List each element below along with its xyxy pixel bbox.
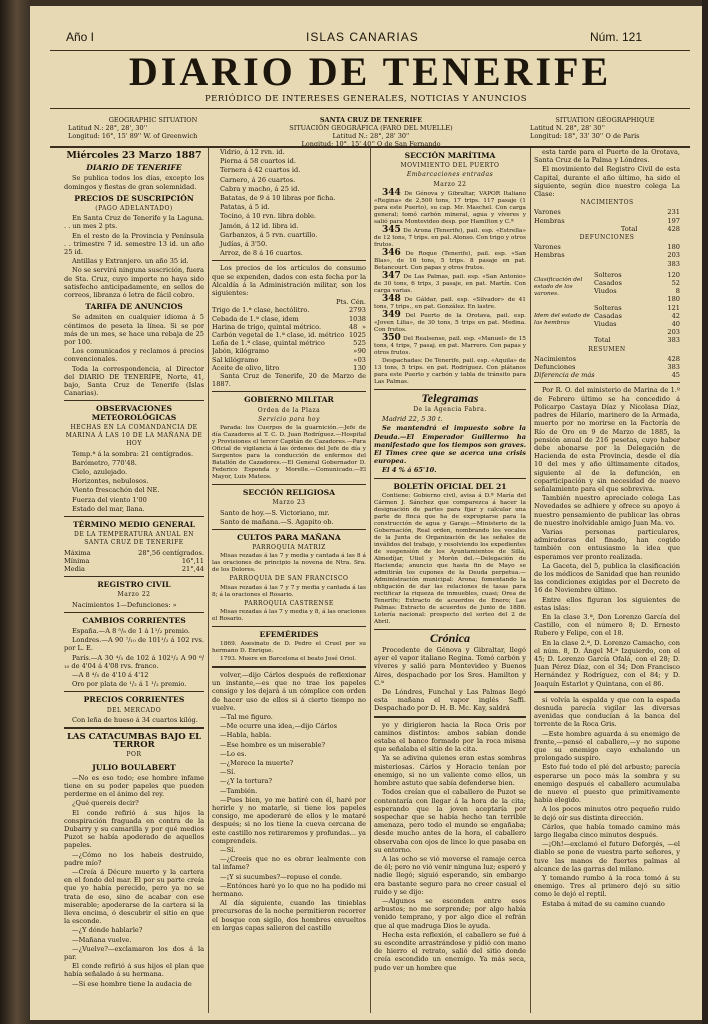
text-block: —También. [220,786,258,795]
text-block: 383 [667,363,680,372]
text-block: OBSERVACIONES METEOROLÓGICAS [91,404,177,422]
text-block: En la clase 3.ª, Don Lorenzo García del Castillo, con el número 8; D. Ernesto Rubero y Felipe, con el 18. [534,612,680,638]
table-row [534,225,680,233]
text-block: Ya se adivina quienes eran estas sombras misteriosas. Cárlos y Horacio tenían por enemigo, si no un valiente como ellos, un hombre astuto que sabía defenderse bien. [374,754,526,788]
text-block: Estaba á mitad de su camino cuando [542,899,665,908]
text-block: —¿Y dónde hablarle? [72,926,143,935]
text-block: Marzo 23 [272,499,306,507]
column-rule [212,484,366,485]
text-block: POR [126,751,142,759]
text-block: Los precios de los artículos de consumo que se expenden, dados con esta fecha por la Alcaldía á la Administración militar, son los siguientes: [212,264,366,298]
feuilleton-author: JULIO BOULABERT [92,762,176,772]
text-block: Jamón, á 12 id. libra id. [220,221,299,230]
text-block: Clasificación del estado de los varones. [534,276,583,297]
text-block: Del Realsense, pail. esp. «Manuel» de 15 tons, 4 trips, 7 pasaj. en pat. Marrero. Con papas y otros frutos. [374,335,526,356]
text-block: CAMBIOS CORRIENTES [82,615,186,625]
text-block: Defunciones [534,363,576,372]
column-rule [212,260,366,261]
text-block: volver,—dijo Cárlos después de reflexionar un instante,—es que no trae los papeles consigo y los dejará á un cómplice con orden de hacer uso de ellos si á cierto tiempo no vuelve. [212,670,366,712]
column-rule [374,389,526,390]
text-block: —Ese hombre es un miserable? [220,740,326,749]
text-block: » [361,322,366,331]
text-block: Los comunicados y reclamos á precios convencionales. [64,347,204,364]
text-block: 90 [357,347,366,356]
text-block: Longitud: 18°, 33' 30'' O de Paris [530,132,640,140]
text-block: Latitud N.: 28°, 28', 30'' [68,124,148,132]
text-block: En Santa Cruz de Tenerife y la Laguna. . . un mes 2 pts. [64,214,204,231]
column-2 [212,148,366,1014]
text-block: No se servirá ninguna suscrición, fuera de Sta. Cruz, cuyo importe no haya sido satisfecho anticipadamente, en sellos de correos, libranza ó letra de fácil cobro. [64,266,204,300]
text-block [594,295,653,303]
text-block: Viento frescachón del NE. [72,486,160,495]
table-row [534,355,680,363]
text-block: ye y dirigieron hacia la Roca Oris por caminos distintos: ambos sabían donde estaba el banco formado por la roca misma que señalaba el sitio de la cita. [374,720,526,754]
text-block: A las ocho se vió moverse el ramaje cerca de él; pero no vió venir ninguna luz; esperó y nadie llegó; siguió esperando, sin embargo era bastante seguro para no creer casual el ruido y se dijo: [374,854,526,896]
text-block: Aceite de olivo, litro [212,363,280,372]
table-row [534,363,680,371]
text-block: EFEMÉRIDES [259,629,319,639]
text-block: 5 [353,339,358,348]
deaths-table [534,243,680,268]
table-row [534,336,680,344]
text-block: Solteras [594,303,622,312]
text-block: Al día siguiente, cuando las tinieblas precursoras de la noche permitieron recorrer el bosque con sigilo, dos hombres envueltos en largas capas salieron del castillo [212,899,366,932]
table-row [64,549,204,557]
table-row [212,347,366,355]
text-block: Marzo 22 [433,180,467,188]
text-block: Sal kilógramo [212,355,259,364]
text-block: Orden de la Plaza [257,406,321,414]
column-rule [370,148,371,1013]
text-block: Varias personas particulares, admiradoras del finado, han cogido también con entusiasmo la idea que esperamos ver pronto realizada. [534,527,680,561]
text-block: 197 [667,216,680,225]
text-block: —Mañana vuelve. [72,935,132,944]
text-block: Se admiten en cualquier idioma á 5 céntimos de peseta la línea. Si se por más de un mes, se hace una rebaja de 25 por 100. [64,313,204,347]
births-table [534,208,680,233]
text-block: De Las Palmas, pail. esp. «San Antonio» de 30 tons, 6 trips, 3 pasaje, en pat. Martín. Con carga varias. [374,273,526,294]
table-row [534,271,680,279]
text-block: Se publica todos los días, excepto los domingos y fiestas de gran solemnidad. [64,174,204,191]
table-row [534,208,680,216]
text-block: Total [620,224,638,233]
text-block: DE LA TEMPERATURA ANUAL EN SANTA CRUZ DE TENERIFE [74,531,194,547]
text-block: Contiene: Gobierno civil, avisa á D.ª María del Cármen J. Sánchez que comparezca á hacer la designación de partes para fijar y calcular una parte de finca que ha de expropiarse para la construcción de agua y Garaje.—Ministerio de la Gobernación, Real orden, nombrando los vocales de la Junta de Organización de las señales de inválidos del trabajo, y resolviendo los expedientes de suspensión de los Ayuntamientos de Sillá, Almedíjar, Utiel y Morón del.—Delegación de Hacienda; anuncio que hasta fin de Mayo se admitirán los cupones de la Deuda perpetua.—Administración municipal: Arona; fomentando la obligación de dar las relaciones de tasas para rectificar la riqueza de inmuebles, cuasi; Orea de Tenerife; Extracto de acuerdos de Enero; Las Palmas: Extracto de acuerdos de Junio de 1886. Lotería nacional: prospecto del sorteo del 2 de Abril. [374,492,526,625]
text-block: Latitud N. 28°, 28' 30'' [530,124,605,132]
text-block: BOLETÍN OFICIAL DEL 21 [393,481,507,491]
text-block: —Tal me figuro. [220,712,273,721]
text-block: 344 [382,187,401,198]
text-block: En la clase 2.ª, D. Lorenzo Camacho, con el núm. 8, D. Ángel M.ª Izquierdo, con el 45; D. Lorenzo García Ofalá, con el 28; D. Juan Pérez Díaz, con el 34; Don Francisco Hernández y Rodríguez, con el 84; y D. Joaquín Estarlot y Quintana, con el 86. [534,638,680,688]
page-edge [702,0,708,1024]
text-block: —Si ese hombre tiene la audacia de [72,979,192,988]
text-block: El conde refirió á sus hijos el plan que había señalado á su hermana. [64,962,204,979]
column-4 [534,148,680,1014]
table-row [64,565,204,573]
summary-table [534,355,680,380]
text-block: —¿Y la tortura? [220,777,272,786]
column-rule [208,148,209,1013]
text-block: PARROQUIA DE SAN FRANCISCO [229,575,349,583]
text-block: Hembras [534,216,565,225]
text-block: Diferencia de más [534,371,595,380]
text-block: 348 [382,293,401,304]
text-block: NACIMIENTOS [580,199,634,207]
text-block: esta tarde para el Puerto de la Orotava, Santa Cruz de la Palma y Lóndres. [534,148,680,165]
diario-label: DIARIO DE TENERIFE [86,163,182,173]
issue-date: Miércoles 23 Marzo 1887 [66,150,202,161]
masthead-subtitle: PERIÓDICO DE INTERESES GENERALES, NOTICIAS Y ANUNCIOS [204,94,528,104]
text-block: Oro por plata de ¹/₂ á 1 ¹/₂ premio. [72,680,187,689]
text-block: Parada: los Cuerpos de la guarnición.—Jefe de día Cazadores al T. C. D. Juan Rodríguez.—Hospital y Provisiones el tercer Capitán de Cazadores.—Para Oficial de vigilancia á las órdenes del Jefe de día y Sargentos para la conducción de enfermos del Batallón de Cazadores.—El General Gobernador D. Federico Esponda y Morelle.—Comunicado.—El Mayor, Luis Mateos. [212,425,366,481]
rule [50,108,690,109]
text-block: » [353,355,358,364]
text-block: Casados [594,279,622,288]
text-block: 428 [667,354,680,363]
text-block: 8 [675,287,680,296]
text-block: Santo de mañana.—S. Agapito ob. [220,517,334,526]
table-row [212,339,366,347]
text-block: 38 [357,314,366,323]
text-block: Arroz, de 8 á 16 cuartos. [220,249,303,258]
column-rule [534,691,680,693]
geo-right [530,116,680,140]
text-block: Pierna á 58 cuartos id. [220,157,296,166]
text-block: Total [594,336,611,345]
text-block: HECHAS EN LA COMANDANCIA DE MARINA Á LAS 10 DE LA MAÑANA DE HOY [65,423,203,448]
text-block: Cárlos, que había tomado camino más largo llegaba cinco minutos después. [534,822,680,840]
text-block: —Creía á Décure muerto y la cartera en el fondo del mar. El por su parte creía que yo había perecido, pero ya no se trata de eso, sino de acabar con ese miserable; apoderarse de la cartera si la lleva encima, ó descubrir el sitio en que la esconde. [64,868,204,926]
text-block: Media [64,564,85,573]
text-block: —Me ocurre una idea,—dijo Cárlos [220,722,337,731]
text-block: Santo de hoy.—S. Victoriano, mr. [220,508,330,517]
text-block: —Sí. [220,768,236,777]
text-block: De Génova y Gibraltar, VAPOR Italiano «Regina» de 2,500 tons, 17 trips. 117 pasaje (1 para este Puerto), su cap. Mr. Maschel. Con carga general; tomó carbón mineral, agua y víveres y salió para Montevideo desp. por Hamilton y C.ª [374,190,526,225]
text-block: 428 [667,224,680,233]
text-block: Misas rezadas á las 7 y media y 8, á las oraciones el Rosario. [212,608,366,622]
text-block: 203 [667,328,680,337]
text-block: GOBIERNO MILITAR [244,395,334,405]
text-block: 120 [667,270,680,279]
text-block: 21°,44 [181,564,204,573]
column-rule [374,716,526,718]
text-block: Del Puerto de la Orotava, pail. esp. «Joven Lilia», de 30 tons, 5 trips en pat. Medina. Con frutos. [374,312,526,333]
text-block: Casadas [594,311,622,320]
text-block: Marzo 22 [117,591,151,599]
text-block: 121 [667,303,680,312]
temperature-table [64,549,204,574]
text-block: Fuerza del viento 1'00 [72,495,147,504]
text-block: PRECIOS CORRIENTES [83,695,185,705]
column-1 [64,148,204,1014]
text-block: Con leña de hueso á 34 cuartos kilóg. [72,715,198,724]
top-header [30,28,702,50]
text-block: Judías, á 3'50. [220,240,268,249]
text-block: Esto fué todo el plé del arbusto; parecía esperarse un poco más la sombra y su enemigo después el caballero acumulaba de nuevo el puesto que primitivamente había elegido. [534,763,680,805]
text-block: Trigo de 1.ª clase, hectólitro. [212,306,310,315]
text-block: GEOGRAPHIC SITUATION [108,116,198,124]
issue-number: Núm. 121 [590,30,643,44]
text-block: Varones [534,243,561,252]
text-block: En el resto de la Provincia y Península . . trimestre 7 id. semestre 13 id. un año 25 id. [64,231,204,257]
table-row [212,331,366,339]
text-block: 203 [667,251,680,260]
text-block: Vidrio, á 12 rvn. id. [220,148,285,156]
text-block: Barómetro, 770'48. [72,458,137,467]
text-block: 346 [382,247,401,258]
column-rule [374,478,526,479]
table-row [212,356,366,364]
text-block: Longitud: 16°, 15' 89'' W. of Greenwich [68,132,198,140]
text-block: Temp.ª á la sombra: 21 centígrados. [72,449,194,458]
column-rule [64,691,204,692]
text-block: 231 [667,208,680,217]
text-block: DEL MERCADO [106,706,162,714]
text-block: Procedente de Génova y Gibraltar, llegó ayer el vapor italiano Regina. Tomó carbón y víveres y salió para Montevideo y Buenos Aires, despachado por los Sres. Hamilton y C.ª [374,646,526,687]
text-block: España.—A 8 ⁵/₈ de 1 á 1¹/₂ premio. [72,626,190,635]
text-block: 27 [348,306,358,315]
text-block: 383 [667,336,680,345]
text-block: (PAGO ADELANTADO) [95,205,173,213]
text-block: 349 [382,309,401,320]
text-block: Misas rezadas á las 7 y media y cantada á las 8 á las oraciones de principio la novena de Ntra. Sra. de los Dolores. [212,553,366,574]
text-block: A los pocos minutos otro pequeño ruido le dejó oír sus distinta dirección. [534,805,680,822]
text-block: Idem del estado de las hembras [534,313,590,327]
column-rule [64,400,204,401]
text-block: Embarcaciones entradas [406,171,494,179]
column-rule [212,666,366,668]
text-block: 180 [667,295,680,304]
text-block: Nacimientos 1—Defunciones: » [72,600,177,609]
text-block: Máxima [64,548,91,557]
table-cell [534,336,594,344]
text-block: Longitud: 10°, 15' 40'' O de San Fernando [301,140,441,148]
text-block: SITUATION GÉOGRAPHIQUE [555,116,655,124]
text-block: Viudas [594,320,617,329]
text-block: PARROQUIA CASTRENSE [244,599,334,607]
text-block: —Lo es. [220,749,247,758]
text-block: —Entónces haré yo lo que no ha podido mi hermano. [212,881,366,898]
column-rule [534,382,680,383]
column-rule [374,629,526,630]
text-block: 345 [382,224,401,235]
text-block: —No es eso todo; ese hombre infame tiene en su poder papeles que pueden perderme en el ánimo del rey. [64,773,204,799]
text-block: Hembras [534,251,565,260]
text-block: SECCIÓN RELIGIOSA [242,488,336,498]
text-block: SITUACIÓN GEOGRÁFICA (FARO DEL MUELLE) [289,124,453,132]
text-block: Carbón vegetal de 1.ª clase, id. métrico [212,331,345,340]
text-block: De Lóndres, Funchal y Las Palmas llegó esta mañana el vapor inglés Saffi. Despachado por D. H. B. Mc. Kay, saldrá [374,688,526,713]
text-block: SANTA CRUZ DE TENERIFE [319,116,423,124]
text-block: DEFUNCIONES [579,234,635,242]
text-block: —Habla, habla. [220,731,272,740]
text-block: 1869. Asesinato de D. Pedro el Cruel por su hermano D. Enrique. [212,640,366,654]
column-3 [374,148,526,1014]
text-block: —¿Cómo no los habeis destruido, padre mío? [64,850,204,867]
text-block: Cielo, azulejado. [72,467,128,476]
column-rule [64,727,204,729]
column-rule [64,612,204,613]
text-block: Solteros [594,270,622,279]
text-block: Garbanzos, á 5 rvn. cuartillo. [220,230,318,239]
text-block: 1793. Muere en Barcelona el beato José Oriol. [220,655,357,662]
text-block: Madrid 22, 5 30 t. [382,415,443,424]
text-block: París.—A 30 ⁴/₅ de 102 á 102¹/₂ A 90 ⁶/₁₀ de 4'04 á 4'08 rvs. franco. [64,653,204,670]
text-block: MOVIMIENTO DEL PUERTO [400,162,500,170]
text-block: SECCIÓN MARÍTIMA [404,151,496,160]
text-block: De la Agencia Fabra. [413,406,487,414]
text-block: El conde refirió á sus hijos la conspiración fraguada en contra de la Dubarry y su camarilla y por qué medios Puzot se había apoderado de aquellos papeles. [64,808,204,850]
text-block: —¿Creeis que no es obrar lealmente con tal infame? [212,855,366,872]
text-block: —Este hombre aguarda á su enemigo de frente,—pensó el caballero,—y no supone que su enemigo cayo exhalando un prolongado suspiro. [534,729,680,763]
text-block: 347 [382,270,401,281]
text-block: 93 [357,306,366,315]
text-block: Ternera á 42 cuartos id. [220,166,301,175]
column-rule [212,529,366,530]
text-block: Leña de 1.ª clase, quintal métrico [212,339,325,348]
text-block: El 4 % á 65'10. [382,466,437,475]
text-block: Carnero, á 26 cuartos. [220,175,296,184]
text-block: —Sí. [220,845,236,854]
feuilleton-title: LAS CATACUMBAS BAJO EL TERROR [66,731,202,751]
text-block: —¿Merece la muerte? [220,758,294,767]
text-block: Antillas y Extranjero. un año 35 id. [72,257,189,266]
text-block: —¿Vuelve?—exclamaron los dos á la par. [64,944,204,962]
text-block: PRECIOS DE SUSCRIPCIÓN [74,193,194,203]
text-block: 30 [357,363,366,372]
text-block: Cabra y macho, á 25 id. [220,184,300,193]
text-block: 25 [357,339,366,348]
text-block: —¡Y si sucumbes?—repuso el conde. [220,872,342,881]
text-block: CULTOS PARA MAÑANA [237,532,341,542]
text-block: 350 [382,332,401,343]
text-block: 52 [671,279,680,288]
text-block: 10 [348,331,358,340]
text-block: 16°,11 [181,556,204,565]
table-row [534,243,680,251]
text-block: ¿Qué quereis decir? [72,799,139,808]
issue-year: Año I [66,30,95,44]
text-block: Cebada de 1.ª clase, idem [212,314,299,323]
text-block: También nuestro apreciado colega Las Novedades se adhiere y ofrece su apoyo á nuestro pensamiento de publicar las obras de nuestro inolvidable amigo Juan Ma. vo. [534,494,680,527]
book-spine [0,0,30,1024]
text-block: De Arona (Tenerife), pail. esp. «Estrella» de 12 tons, 7 trips. en pal. Alonso. Con trigo y otros frutos. [374,227,526,248]
masthead-title: DIARIO DE TENERIFE [128,49,612,94]
text-block: Pts. Cén. [336,298,366,307]
text-block: 25 [357,331,366,340]
text-block: Servicio para hoy [258,415,320,423]
text-block: 383 [667,259,680,268]
table-row [534,251,680,259]
text-block: REGISTRO CIVIL [97,580,171,590]
table-row [212,323,366,331]
table-row [64,557,204,565]
text-block: 1 [353,363,358,372]
text-block: —¡Oh!—exclamó el futuro Deforgés, —el diablo se pone de vuestra parte señores, y tuve las manos de fuertes palmas al alcance de las garras del milano. [534,840,680,873]
text-block [594,328,653,336]
text-block: Batatas, de 9 á 10 libras por ficha. [220,194,336,203]
text-block: PARROQUIA MATRIZ [252,544,326,552]
text-block: Patatas, á 5 id. [220,203,270,212]
text-block: Se mantendrá el impuesto sobre la Deuda.—El Emperador Guillermo ha manifestado que los tiempos son graves. El Times cree que se acerca una crisis europea. [374,424,526,466]
text-block: Latitud N.: 28°, 28' 30'' [332,132,410,140]
table-row [212,306,366,314]
text-block: Y tomando rumbo á la roca tomó á su enemigo. Tres al primero dejó su sitio como le dejó el reptil. [534,874,680,899]
text-block: —A 8 ⁴/₅ de 4'10 á 4'12 [72,670,149,679]
column-rule [530,148,531,1013]
table-row [534,217,680,225]
text-block: Viudos [594,287,617,296]
text-block: si volvía la espalda y que con la espada desnuda parecía vigilar las diversas avenidas que conducían á la banca del torrente de la Roca Gris. [534,695,680,729]
text-block: Varones [534,208,561,217]
text-block: 03 [357,355,366,364]
text-block: Santa Cruz de Tenerife, 20 de Marzo de 1887. [212,372,366,389]
text-block: 10 [348,314,358,323]
text-block: Harina de trigo, quintal métrico. [212,322,322,331]
text-block: 48 [348,322,358,331]
text-block: RESUMEN [588,345,626,353]
text-block: 28°,56 centígrados. [138,548,204,557]
table-row [534,304,680,312]
classification-table [534,271,680,345]
text-block: Londres.—A 90 ⁷/₁₀ de 101¹/₂ á 102 rvs. por L. E. [64,636,204,653]
text-block: Mínima [64,556,90,565]
column-rule [212,626,366,627]
text-block: TÉRMINO MEDIO GENERAL [72,519,196,529]
text-block: El movimiento del Registro Civil de esta Capital, durante el año último, ha sido el siguiente, según dice nuestro colega La Clase: [534,165,680,199]
column-rule [64,516,204,517]
text-block: » [353,347,358,356]
text-block: Despachadas: De Tenerife, pail. esp. «Aquila» de 13 tons, 5 trips. en pat. Rodríguez. Con plátanos para este Puerto y carbón y tabla de tránsito para Las Palmas. [374,357,526,385]
text-block: —Pues bien, yo me batiré con él, haré por herirle y no matarle, si tiene los papeles consigo, me apoderaré de ellos y le mataré después; si no los tiene la cueva cercana de este castillo nos retiraremos y profundas... ya comprendeis. [212,795,366,845]
text-block: De Gáldar, pail. esp. «Silvador» de 41 tons, 7 trips., en pat. González. En lastre. [374,296,526,310]
table-row [212,315,366,323]
newspaper-page [30,6,702,1020]
text-block: Estado del mar, llana. [72,504,145,513]
text-block: Todos creían que el caballero de Puzot se contentaría con llegar á la hora de la cita; esperando que la joven aceptaría por sospechar que se había hecho tan terrible amenaza, pero todo el mundo se engañaba; desde mucho antes de la hora, el caballero observaba con ojos de lince lo que pasaba en su entorno. [374,788,526,854]
text-block: Misas rezadas á las 7 y 7 y media y cantada á las 8; á la oraciones el Rosario. [212,584,366,598]
text-block: Hecha esta reflexión, el caballero se fué á su escondite arrastrándose y pidió con mano de hierro el retrato, salió del sitio donde creía escondido un enemigo. Ya más seca, pudo ver un hombre que [374,930,526,972]
text-block: La Gaceta, del 5, publica la clasificación de los médicos de Sanidad que han reunido las condiciones exigidas por el Decreto de 16 de Noviembre último. [534,561,680,595]
cronica-heading: Crónica [429,630,470,645]
text-block: 42 [671,311,680,320]
text-block: 180 [667,243,680,252]
geo-left [68,116,238,140]
text-block: Horizontes, nebulosos. [72,477,149,486]
text-block: Entre ellos figuran los siguientes de estas islas: [534,595,680,612]
text-block: Toda la correspondencia, al Director del DIARIO DE TENERIFE, Norte, 41, bajo, Santa Cruz de Tenerife (Islas Canarias). [64,364,204,398]
table-row [212,364,366,372]
telegrams-heading: Telegramas [421,390,479,405]
geo-center [266,116,476,148]
text-block: Tocino, á 10 rvn. libra doble. [220,212,317,221]
text-block: 45 [671,371,680,380]
table-row [534,260,680,268]
issue-place: ISLAS CANARIAS [306,30,419,44]
articles-table [212,306,366,372]
text-block: Jabón, kilógramo [212,347,269,356]
text-block [534,260,637,268]
text-block: —Algunos se esconden entre esos arbustos; no me sorprende; por algo había venido temprano, y por algo dice el refrán que al que madruga Dios le ayuda. [374,896,526,930]
text-block: Nacimientos [534,354,577,363]
text-block: 40 [671,320,680,329]
text-block: Por R. O. del ministerio de Marina de 1.º de Febrero último se ha concedido á Policarpo Castaya Díaz y Nicolasa Díaz, padres de Hilario, marinero de la Armada, muerto por no morirse en la Factoría de Río de Oro en 9 de Marzo de 1885, la pensión anual de 216 pesetas, cuyo haber debe abonarse por la Delegación de Hacienda de esta Provincia, desde el día 10 del mes y año últimamente citados, siguiente al de la defunción, en coparticipación y sin necesidad de nuevo señalamiento para el que sobreviva. [534,386,680,493]
column-rule [64,576,204,577]
table-row [534,371,680,379]
text-block: TARIFA DE ANUNCIOS [85,302,183,312]
text-block: De Roque (Tenerife), pail. esp. «San Blas», de 16 tons, 5 trips. 8 pasaje en pat. Betancourt. Con papas y otros frutos. [374,250,526,271]
column-rule [212,391,366,392]
